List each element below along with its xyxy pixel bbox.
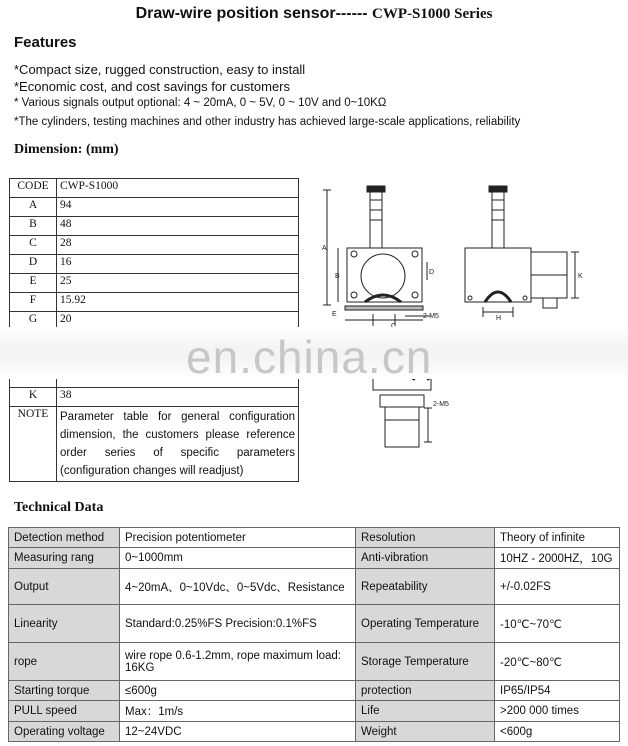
- tech-key: rope: [9, 643, 120, 681]
- feature-item: * Various signals output optional: 4 ~ 20mA, 0 ~ 5V, 0 ~ 10V and 0~10KΩ: [14, 97, 387, 109]
- tech-key: Resolution: [356, 528, 495, 548]
- tech-value: 12~24VDC: [120, 722, 356, 742]
- dim-value: 38: [57, 388, 299, 407]
- table-row: [9, 722, 620, 742]
- tech-key: Operating Temperature: [356, 605, 495, 643]
- label-b: B: [335, 273, 340, 280]
- table-row: [10, 198, 299, 217]
- dim-value: 94: [57, 198, 299, 217]
- feature-item: *Compact size, rugged construction, easy to install: [14, 62, 306, 77]
- dim-code: E: [10, 274, 57, 293]
- features-heading: Features: [14, 34, 77, 51]
- table-row: [10, 236, 299, 255]
- label-k: K: [578, 273, 583, 280]
- dim-value: CWP-S1000: [57, 179, 299, 198]
- tech-value: Precision potentiometer: [120, 528, 356, 548]
- dimension-drawing: [305, 180, 605, 450]
- dim-value: 15.92: [57, 293, 299, 312]
- tech-value: 10HZ - 2000HZ，10G: [495, 548, 620, 569]
- table-row: [10, 179, 299, 198]
- table-row: [10, 407, 299, 482]
- dim-value: 20: [57, 312, 299, 331]
- tech-value: Standard:0.25%FS Precision:0.1%FS: [120, 605, 356, 643]
- dim-code: A: [10, 198, 57, 217]
- dim-value: 25: [57, 274, 299, 293]
- label-m5: 2-M5: [423, 313, 439, 320]
- tech-key: PULL speed: [9, 701, 120, 722]
- tech-key: Weight: [356, 722, 495, 742]
- label-h: H: [496, 315, 502, 322]
- title-series: CWP-S1000 Series: [372, 6, 493, 22]
- watermark: en.china.cn: [186, 331, 433, 383]
- technical-heading: Technical Data: [14, 500, 104, 515]
- dimension-heading: Dimension: (mm): [14, 142, 119, 157]
- dim-value: 16: [57, 255, 299, 274]
- tech-value: >200 000 times: [495, 701, 620, 722]
- tech-value: IP65/IP54: [495, 681, 620, 701]
- dim-code: F: [10, 293, 57, 312]
- technical-table: [8, 527, 620, 742]
- table-row: [9, 643, 620, 681]
- tech-value: Max：1m/s: [120, 701, 356, 722]
- tech-key: Linearity: [9, 605, 120, 643]
- tech-value: -10℃~70℃: [495, 605, 620, 643]
- title-main: Draw-wire position sensor------: [135, 5, 368, 22]
- feature-item: *Economic cost, and cost savings for customers: [14, 79, 291, 94]
- table-row: [10, 255, 299, 274]
- tech-value: Theory of infinite: [495, 528, 620, 548]
- table-row: [9, 528, 620, 548]
- tech-value: +/-0.02FS: [495, 569, 620, 605]
- dim-code: K: [10, 388, 57, 407]
- dim-code: G: [10, 312, 57, 331]
- page-title: [0, 5, 628, 23]
- table-row: [9, 605, 620, 643]
- dim-code: B: [10, 217, 57, 236]
- label-e: E: [332, 311, 337, 318]
- tech-value: <600g: [495, 722, 620, 742]
- dim-value: 28: [57, 236, 299, 255]
- label-a: A: [322, 245, 327, 252]
- front-view: [322, 186, 439, 330]
- tech-key: Storage Temperature: [356, 643, 495, 681]
- label-m5-lower: 2-M5: [433, 401, 449, 408]
- table-row: [9, 681, 620, 701]
- tech-key: Operating voltage: [9, 722, 120, 742]
- table-row: [10, 293, 299, 312]
- tech-key: Starting torque: [9, 681, 120, 701]
- tech-value: 4~20mA、0~10Vdc、0~5Vdc、Resistance: [120, 569, 356, 605]
- table-row: [9, 548, 620, 569]
- tech-value: wire rope 0.6-1.2mm, rope maximum load: 16KG: [120, 643, 356, 681]
- tech-key: protection: [356, 681, 495, 701]
- dim-code: CODE: [10, 179, 57, 198]
- tech-key: Repeatability: [356, 569, 495, 605]
- dim-code: C: [10, 236, 57, 255]
- tech-value: 0~1000mm: [120, 548, 356, 569]
- tech-key: Output: [9, 569, 120, 605]
- tech-key: Detection method: [9, 528, 120, 548]
- dim-note: Parameter table for general configuration dimension, the customers please reference order series of specific parameters (configuration changes will readjust): [57, 407, 299, 482]
- side-view: [465, 186, 583, 322]
- tech-value: ≤600g: [120, 681, 356, 701]
- label-d: D: [429, 269, 435, 276]
- table-row: [10, 388, 299, 407]
- table-row: [10, 274, 299, 293]
- table-row: [9, 569, 620, 605]
- tech-key: Anti-vibration: [356, 548, 495, 569]
- dim-code: NOTE: [10, 407, 57, 482]
- feature-item: *The cylinders, testing machines and other industry has achieved large-scale applications, reliability: [14, 116, 521, 128]
- dim-code: D: [10, 255, 57, 274]
- dim-value: 48: [57, 217, 299, 236]
- tech-value: -20℃~80℃: [495, 643, 620, 681]
- table-row: [10, 217, 299, 236]
- tech-key: Measuring rang: [9, 548, 120, 569]
- tech-key: Life: [356, 701, 495, 722]
- table-row: [9, 701, 620, 722]
